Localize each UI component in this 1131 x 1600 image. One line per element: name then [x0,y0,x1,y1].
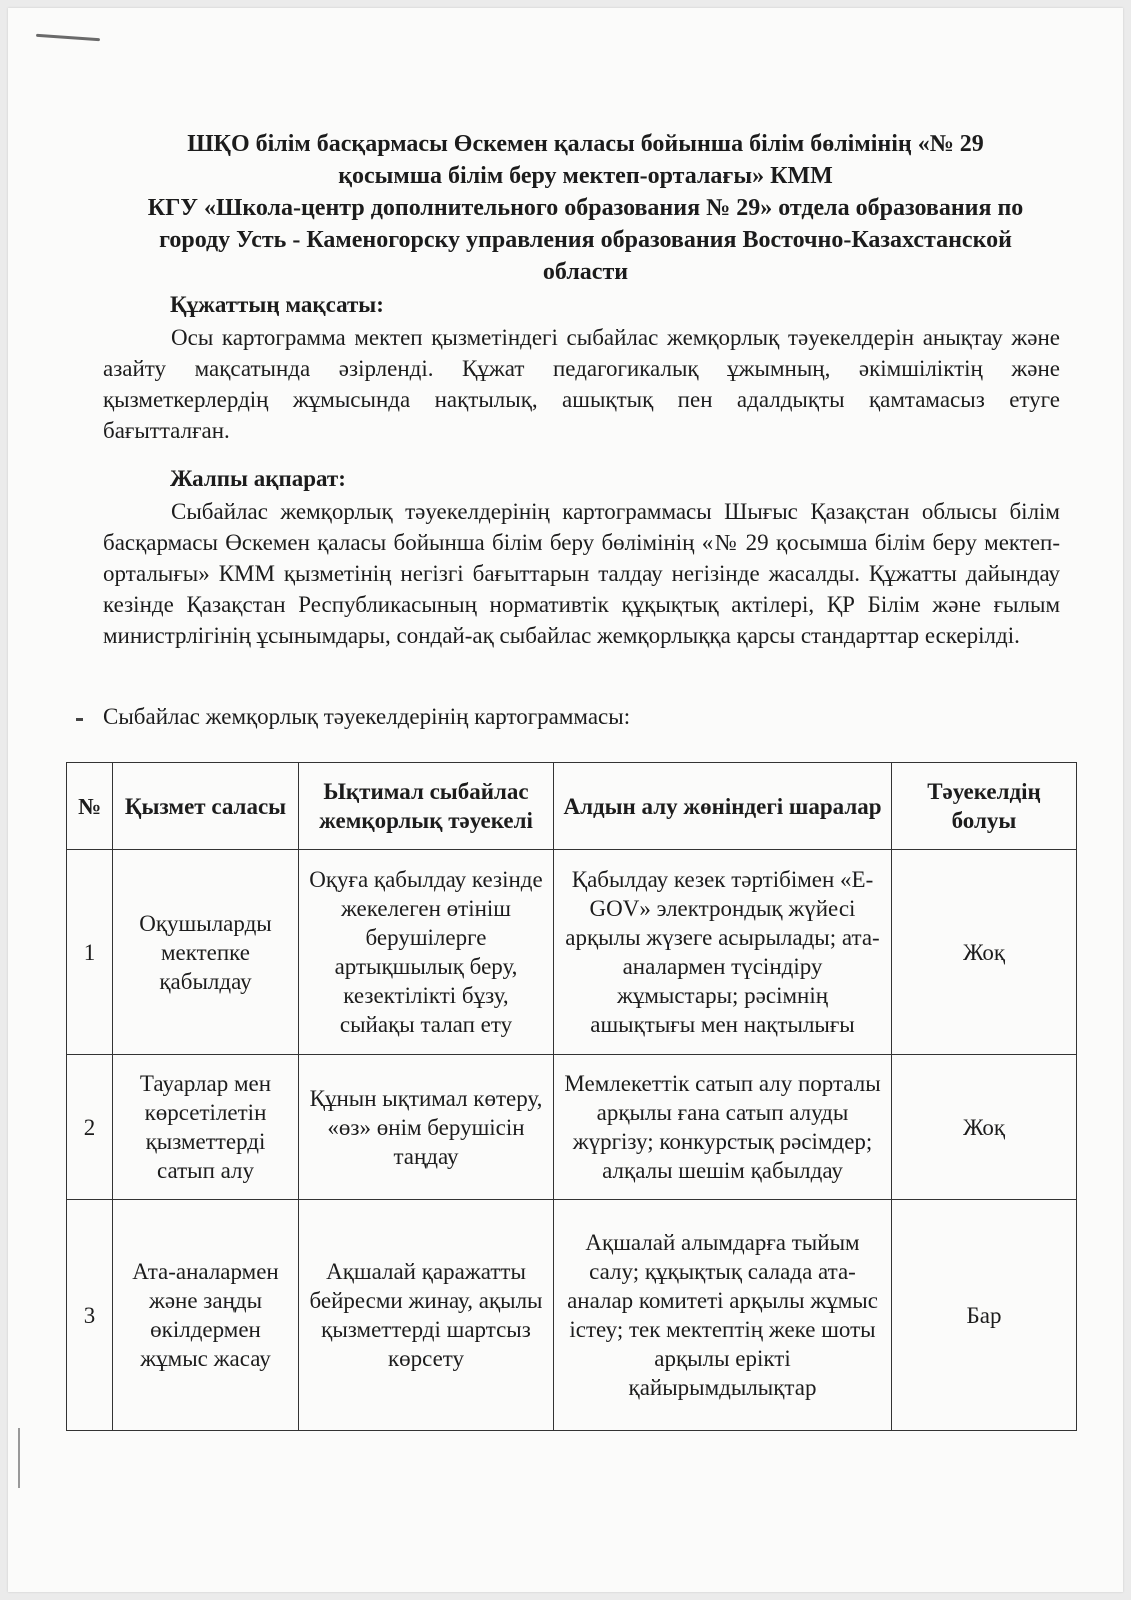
table-caption: Сыбайлас жемқорлық тәуекелдерінің картограммасы: [103,704,631,729]
table-row [67,1200,1077,1431]
purpose-text: Осы картограмма мектеп қызметіндегі сыбайлас жемқорлық тәуекелдерін анықтау және азайту мақсатында әзірленді. Құжат педагогикалық ұжымның, әкімшіліктің және қызметкерлердің жұмысында нақтылық, ашықтық пен адалдықты қамтамасыз етуге бағытталған. [103,325,1060,443]
cell-area: Оқушыларды мектепке қабылдау [113,850,299,1055]
header-line-4: городу Усть - Каменогорску управления образования Восточно-Казахстанской [159,227,1012,253]
document-page [8,8,1123,1592]
table-row [67,850,1077,1055]
cell-presence: Жоқ [892,850,1077,1055]
header-measures: Алдын алу жөніндегі шаралар [554,763,892,850]
header-line-3: КГУ «Школа-центр дополнительного образования № 29» отдела образования по [147,195,1024,221]
header-presence: Тәуекелдің болуы [892,763,1077,850]
cell-area: Тауарлар мен көрсетілетін қызметтерді сатып алу [113,1055,299,1200]
header-risk: Ықтимал сыбайлас жемқорлық тәуекелі [299,763,554,850]
cell-measures: Ақшалай алымдарға тыйым салу; құқықтық салада ата-аналар комитеті арқылы жұмыс істеу; тек мектептің жеке шоты арқылы ерікті қайырымдылықтар [554,1200,892,1431]
header-line-2: қосымша білім беру мектеп-орталағы» КММ [338,163,833,189]
table-row [67,1055,1077,1200]
cell-number: 3 [67,1200,113,1431]
document-header [103,128,1068,288]
purpose-title: Құжаттың мақсаты: [170,292,384,317]
cell-area: Ата-аналармен және заңды өкілдермен жұмыс жасау [113,1200,299,1431]
cell-number: 1 [67,850,113,1055]
scan-edge-mark [18,1428,20,1488]
cell-measures: Қабылдау кезек тәртібімен «E-GOV» электрондық жүйесі арқылы жүзеге асырылады; ата-аналармен түсіндіру жұмыстары; рәсімнің ашықтығы мен нақтылығы [554,850,892,1055]
cell-presence: Жоқ [892,1055,1077,1200]
general-title: Жалпы ақпарат: [170,466,346,491]
table-header-row [67,763,1077,850]
risk-table [66,762,1077,1431]
header-line-1: ШҚО білім басқармасы Өскемен қаласы бойынша білім бөлімінің «№ 29 [187,131,984,157]
header-number: № [67,763,113,850]
scan-mark [36,34,100,41]
cell-risk: Ақшалай қаражатты бейресми жинау, ақылы қызметтерді шартсыз көрсету [299,1200,554,1431]
cell-measures: Мемлекеттік сатып алу порталы арқылы ғана сатып алуды жүргізу; конкурстық рәсімдер; алқалы шешім қабылдау [554,1055,892,1200]
header-area: Қызмет саласы [113,763,299,850]
cell-risk: Құнын ықтимал көтеру, «өз» өнім берушісін таңдау [299,1055,554,1200]
cell-risk: Оқуға қабылдау кезінде жекелеген өтініш берушілерге артықшылық беру, кезектілікті бұзу, сыйақы талап ету [299,850,554,1055]
general-text: Сыбайлас жемқорлық тәуекелдерінің картограммасы Шығыс Қазақстан облысы білім басқармасы Өскемен қаласы бойынша білім беру бөлімінің «№ 29 қосымша білім беру мектеп-орталығы» КММ қызметінің негізгі бағыттарын талдау негізінде жасалды. Құжатты дайындау кезінде Қазақстан Республикасының нормативтік құқықтық актілері, ҚР Білім және ғылым министрлігінің ұсынымдары, сондай-ақ сыбайлас жемқорлыққа қарсы стандарттар ескерілді. [103,499,1060,648]
bullet-dot [76,718,83,721]
cell-number: 2 [67,1055,113,1200]
cell-presence: Бар [892,1200,1077,1431]
header-line-5: области [542,259,629,285]
